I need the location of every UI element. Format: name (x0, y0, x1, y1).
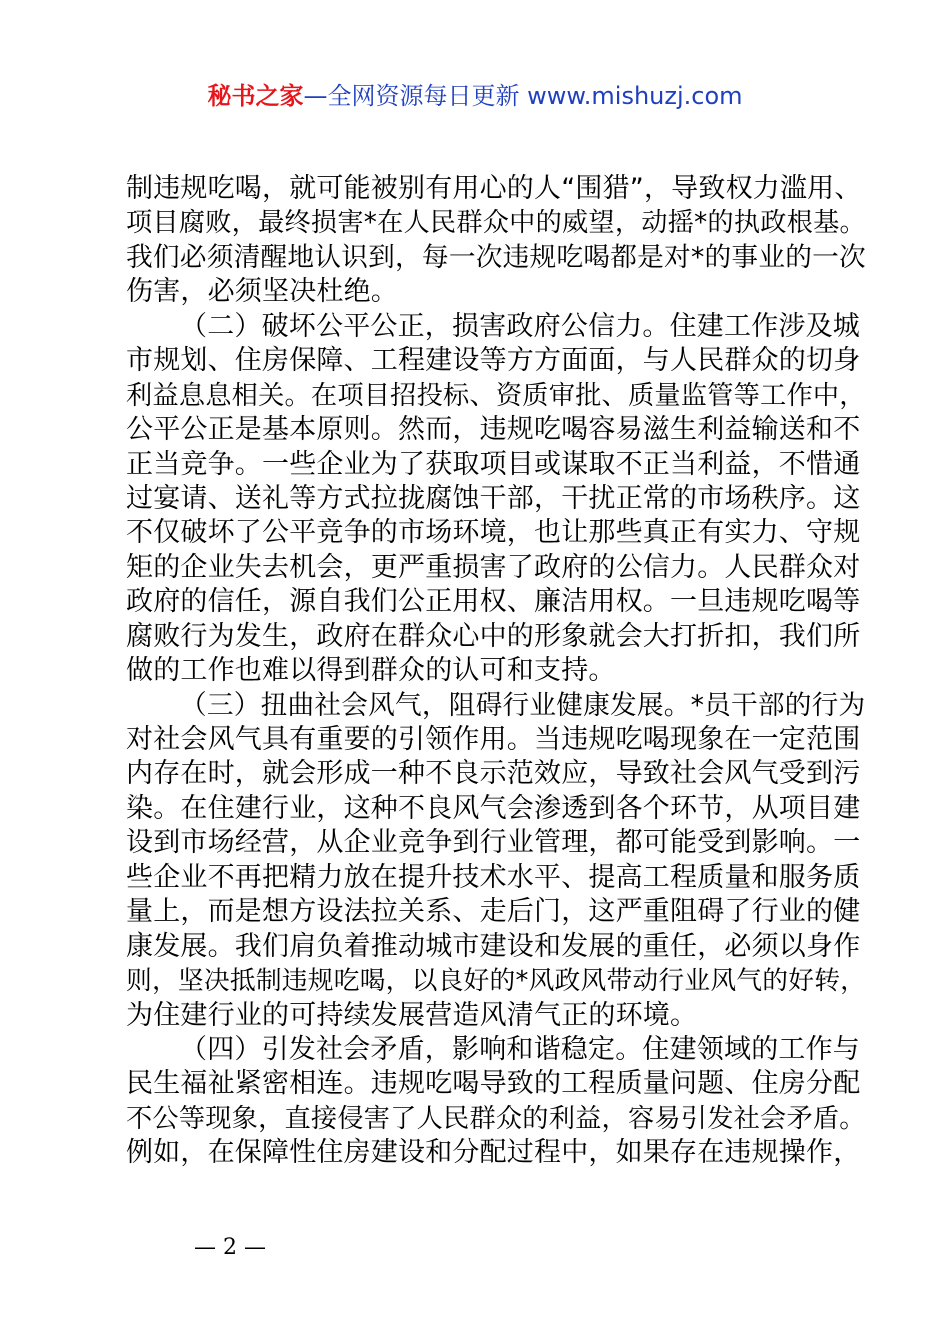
paragraph-first-line: （三）扭曲社会风气，阻碍行业健康发展。*员干部的行为 (180, 689, 866, 721)
text-line: 制违规吃喝，就可能被别有用心的人“围猎”，导致权力滥用、 (126, 173, 862, 204)
text-line: 公平公正是基本原则。然而，违规吃喝容易滋生利益输送和不 (126, 414, 861, 446)
text-line: 不公等现象，直接侵害了人民群众的利益，容易引发社会矛盾。 (126, 1103, 866, 1134)
text-line: 项目腐败，最终损害*在人民群众中的威望，动摇*的执政根基。 (126, 208, 866, 239)
text-line: 政府的信任，源自我们公正用权、廉洁用权。一旦违规吃喝等 (126, 586, 861, 618)
text-line: 量上，而是想方设法拉关系、走后门，这严重阻碍了行业的健 (126, 896, 861, 928)
text-line: 民生福祉紧密相连。违规吃喝导致的工程质量问题、住房分配 (126, 1068, 861, 1100)
text-line: 内存在时，就会形成一种不良示范效应，导致社会风气受到污 (126, 758, 861, 790)
text-line: 染。在住建行业，这种不良风气会渗透到各个环节，从项目建 (126, 792, 861, 824)
text-line: 例如，在保障性住房建设和分配过程中，如果存在违规操作， (126, 1137, 861, 1169)
text-line: 我们必须清醒地认识到，每一次违规吃喝都是对*的事业的一次 (126, 241, 866, 273)
text-line: 利益息息相关。在项目招投标、资质审批、质量监管等工作中， (126, 380, 866, 411)
paragraph-first-line: （四）引发社会矛盾，影响和谐稳定。住建领域的工作与 (180, 1033, 860, 1065)
site-header (0, 80, 950, 112)
text-line: 对社会风气具有重要的引领作用。当违规吃喝现象在一定范围 (126, 724, 861, 755)
text-line: 设到市场经营，从企业竞争到行业管理，都可能受到影响。一 (126, 827, 861, 859)
document-body (126, 172, 866, 1171)
text-line: 过宴请、送礼等方式拉拢腐蚀干部，干扰正常的市场秩序。这 (126, 482, 861, 514)
text-line: 做的工作也难以得到群众的认可和支持。 (126, 655, 616, 687)
text-line: 则，坚决抵制违规吃喝，以良好的*风政风带动行业风气的好转， (126, 966, 867, 997)
site-brand: 秘书之家 (207, 82, 304, 110)
site-tagline-url: —全网资源每日更新 www.mishuzj.com (303, 82, 743, 110)
text-line: 为住建行业的可持续发展营造风清气正的环境。 (126, 999, 698, 1031)
page-number: — 2 — (194, 1235, 266, 1260)
text-line: 些企业不再把精力放在提升技术水平、提高工程质量和服务质 (126, 861, 861, 893)
text-line: 伤害，必须坚决杜绝。 (126, 276, 398, 308)
text-line: 正当竞争。一些企业为了获取项目或谋取不正当利益，不惜通 (126, 448, 861, 480)
text-line: 市规划、住房保障、工程建设等方方面面，与人民群众的切身 (126, 345, 861, 377)
text-line: 不仅破坏了公平竞争的市场环境，也让那些真正有实力、守规 (126, 517, 861, 549)
text-line: 腐败行为发生，政府在群众心中的形象就会大打折扣，我们所 (126, 620, 861, 652)
text-line: 矩的企业失去机会，更严重损害了政府的公信力。人民群众对 (126, 551, 861, 583)
paragraph-first-line: （二）破坏公平公正，损害政府公信力。住建工作涉及城 (180, 310, 860, 342)
text-line: 康发展。我们肩负着推动城市建设和发展的重任，必须以身作 (126, 930, 861, 962)
